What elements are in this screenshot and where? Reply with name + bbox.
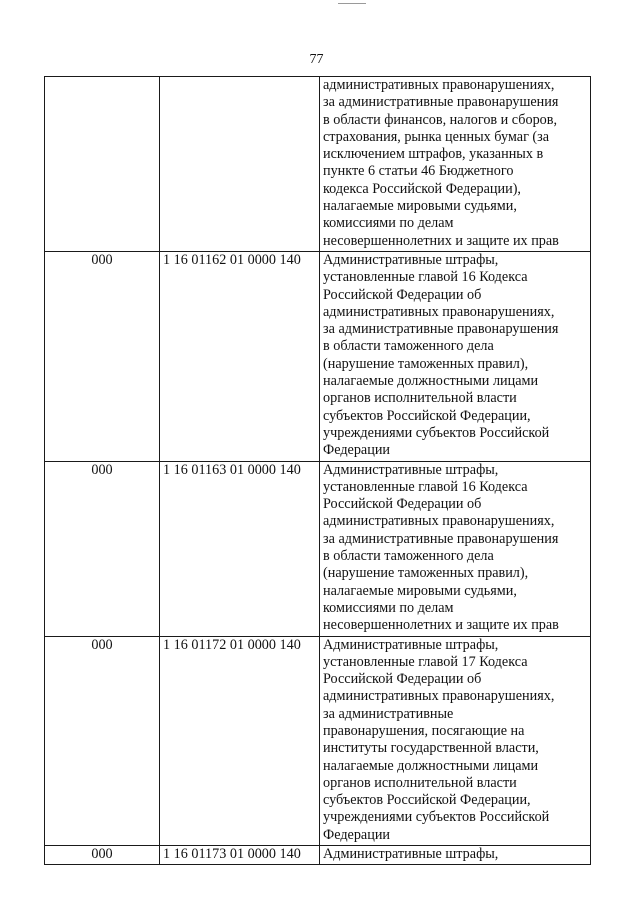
name-line: органов исполнительной власти	[323, 390, 517, 407]
name-cell	[320, 846, 591, 865]
table-row	[45, 251, 591, 461]
kbk-code-cell	[160, 77, 320, 252]
name-line: налагаемые должностными лицами	[323, 757, 539, 774]
admin-code-cell	[45, 77, 160, 252]
name-line: кодекса Российской Федерации),	[323, 180, 521, 197]
name-line: субъектов Российской Федерации,	[323, 792, 531, 809]
name-line: пункте 6 статьи 46 Бюджетного	[323, 163, 514, 180]
admin-code-cell: 000	[45, 461, 160, 636]
name-line: правонарушения, посягающие на	[323, 722, 525, 739]
table-row	[45, 77, 591, 252]
name-line: Административные штрафы,	[323, 846, 499, 863]
name-line: в области таможенного дела	[323, 338, 494, 355]
table-row	[45, 636, 591, 846]
name-line: Административные штрафы,	[323, 636, 499, 653]
name-line: установленные главой 16 Кодекса	[323, 478, 528, 495]
name-cell	[320, 636, 591, 846]
name-line: установленные главой 16 Кодекса	[323, 269, 528, 286]
name-line: в области таможенного дела	[323, 548, 494, 565]
name-line: Федерации	[323, 826, 391, 843]
name-line: органов исполнительной власти	[323, 774, 517, 791]
name-line: комиссиями по делам	[323, 215, 454, 232]
name-line: административных правонарушениях,	[323, 77, 555, 93]
name-line: за административные правонарушения	[323, 530, 559, 547]
budget-classification-table	[44, 76, 591, 865]
name-line: комиссиями по делам	[323, 599, 454, 616]
name-line: налагаемые мировыми судьями,	[323, 198, 517, 215]
name-line: за административные	[323, 705, 454, 722]
admin-code-cell: 000	[45, 636, 160, 846]
name-line: установленные главой 17 Кодекса	[323, 653, 528, 670]
name-line: Федерации	[323, 442, 391, 459]
table-row	[45, 461, 591, 636]
admin-code-cell: 000	[45, 251, 160, 461]
kbk-code-cell: 1 16 01173 01 0000 140	[160, 846, 320, 865]
kbk-code-cell: 1 16 01172 01 0000 140	[160, 636, 320, 846]
name-line: институты государственной власти,	[323, 740, 539, 757]
name-line: (нарушение таможенных правил),	[323, 355, 529, 372]
name-line: налагаемые должностными лицами	[323, 373, 539, 390]
name-line: административных правонарушениях,	[323, 688, 555, 705]
name-line: субъектов Российской Федерации,	[323, 407, 531, 424]
name-line: за административные правонарушения	[323, 321, 559, 338]
name-line: в области финансов, налогов и сборов,	[323, 111, 558, 128]
name-line: исключением штрафов, указанных в	[323, 146, 544, 163]
admin-code-cell: 000	[45, 846, 160, 865]
name-line: Административные штрафы,	[323, 251, 499, 268]
name-line: Российской Федерации об	[323, 671, 482, 688]
name-line: за административные правонарушения	[323, 94, 559, 111]
name-line: страхования, рынка ценных бумаг (за	[323, 128, 550, 145]
name-cell	[320, 461, 591, 636]
name-line: (нарушение таможенных правил),	[323, 565, 529, 582]
name-line: несовершеннолетних и защите их прав	[323, 617, 559, 634]
table-row	[45, 846, 591, 865]
name-line: учреждениями субъектов Российской	[323, 424, 550, 441]
scan-mark-top	[338, 3, 366, 4]
kbk-code-cell: 1 16 01162 01 0000 140	[160, 251, 320, 461]
table-body	[45, 77, 591, 865]
name-line: административных правонарушениях,	[323, 513, 555, 530]
name-line: Российской Федерации об	[323, 496, 482, 513]
name-cell	[320, 77, 591, 252]
name-line: Российской Федерации об	[323, 286, 482, 303]
name-line: административных правонарушениях,	[323, 303, 555, 320]
name-line: налагаемые мировыми судьями,	[323, 582, 517, 599]
name-cell	[320, 251, 591, 461]
name-line: несовершеннолетних и защите их прав	[323, 232, 559, 249]
name-line: учреждениями субъектов Российской	[323, 809, 550, 826]
kbk-code-cell: 1 16 01163 01 0000 140	[160, 461, 320, 636]
page-number: 77	[309, 52, 324, 67]
name-line: Административные штрафы,	[323, 461, 499, 478]
